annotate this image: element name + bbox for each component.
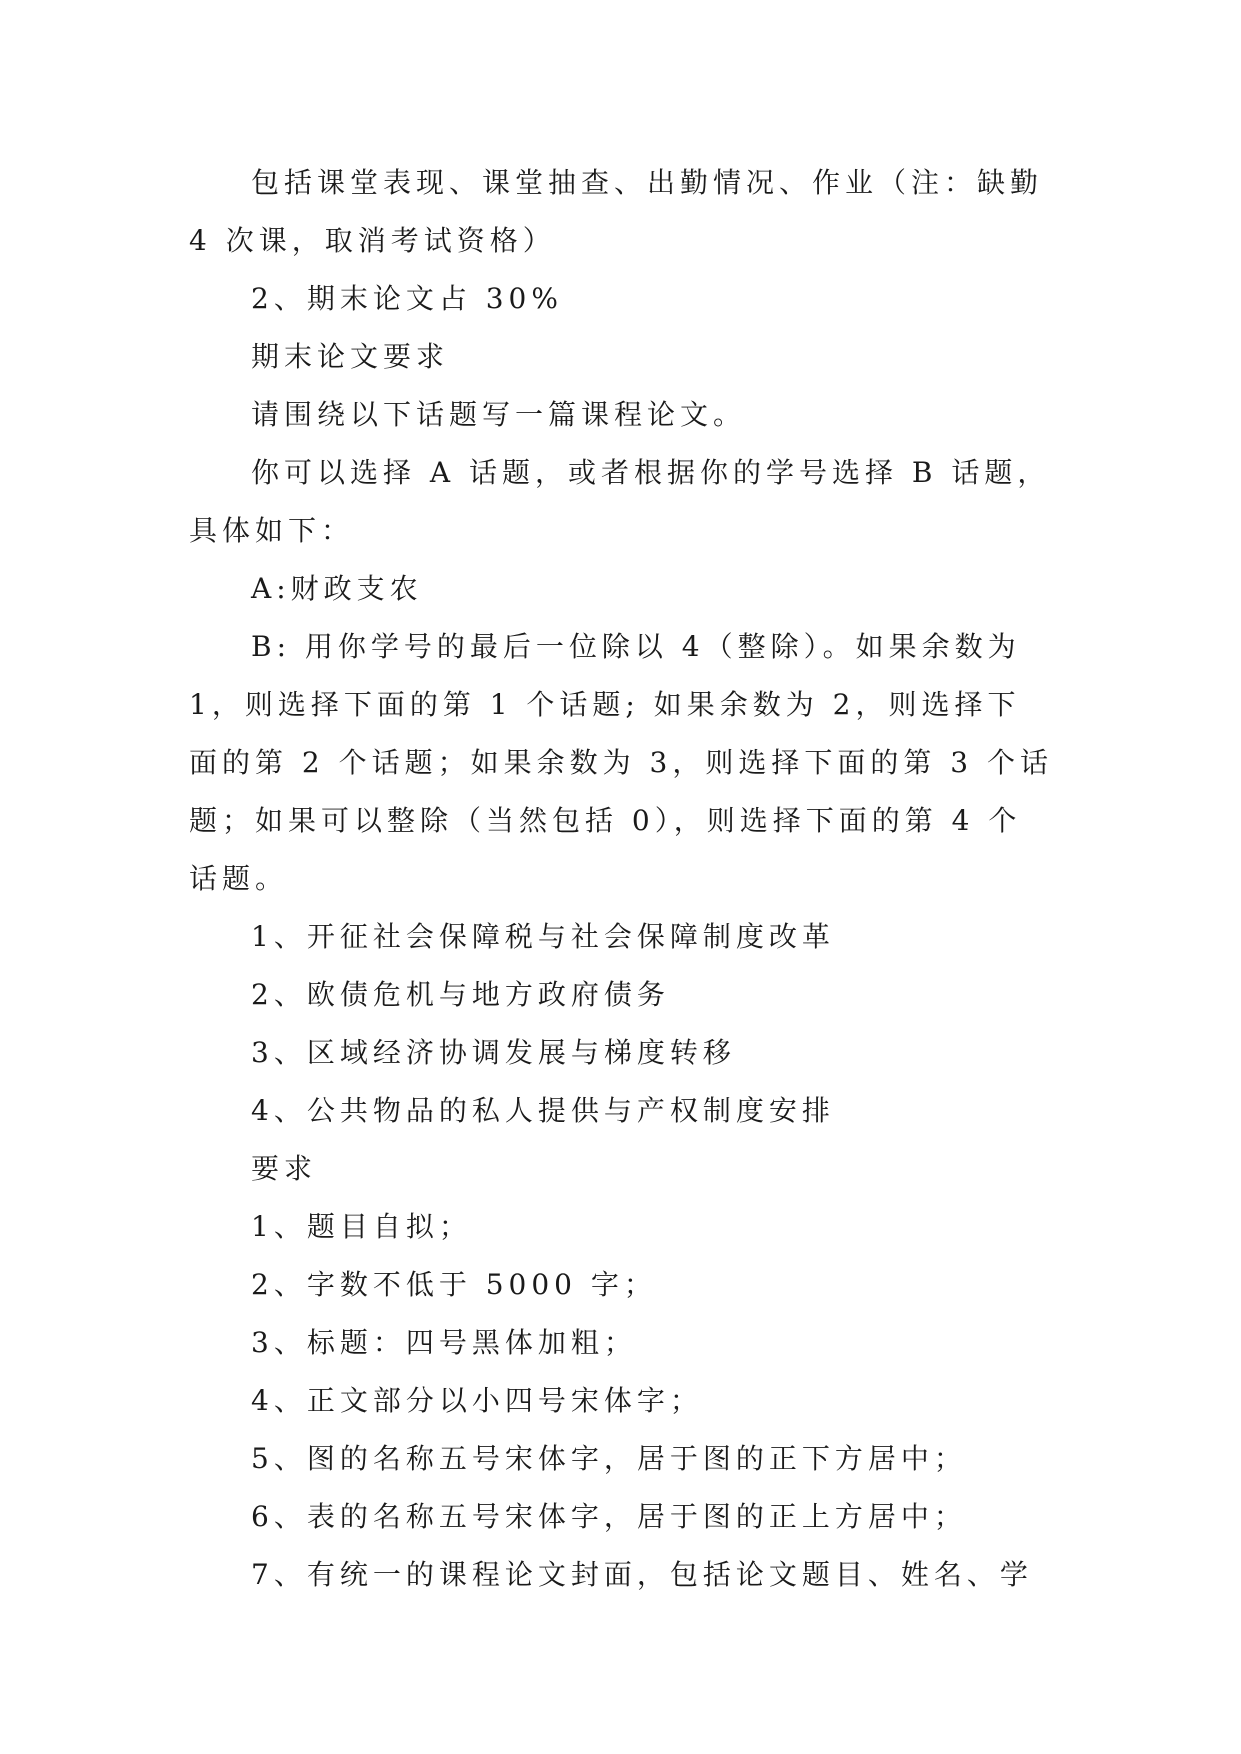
list-item-requirement-1: 1、题目自拟； [251,1210,472,1243]
list-item-topic-1: 1、开征社会保障税与社会保障制度改革 [251,920,835,953]
paragraph-final-paper-weight: 2、期末论文占 30% [251,282,563,315]
paragraph-topic-b-rule: B: 用你学号的最后一位除以 4（整除）。如果余数为 1，则选择下面的第 1 个话题; 如果余数为 2，则选择下面的第 2 个话题；如果余数为 3，则选择下面的第 3 个话题；如果可以整除（当然包括 0），则选择下面的第 4 个话题。 [189,630,1053,895]
document-body [189,154,1053,1604]
list-item-topic-2: 2、欧债危机与地方政府债务 [251,978,670,1011]
list-item-topic-4: 4、公共物品的私人提供与产权制度安排 [251,1094,835,1127]
list-item-requirement-7: 7、有统一的课程论文封面，包括论文题目、姓名、学 [251,1558,1033,1591]
paragraph-requirements-heading: 要求 [251,1152,318,1185]
paragraph-grading-items: 包括课堂表现、课堂抽查、出勤情况、作业（注：缺勤 4 次课，取消考试资格） [189,166,1044,257]
list-item-topic-3: 3、区域经济协调发展与梯度转移 [251,1036,736,1069]
list-item-requirement-5: 5、图的名称五号宋体字，居于图的正下方居中； [251,1442,967,1475]
paragraph-topic-a: A:财政支农 [251,572,423,605]
paragraph-topic-instruction: 请围绕以下话题写一篇课程论文。 [251,398,747,431]
list-item-requirement-2: 2、字数不低于 5000 字； [251,1268,657,1301]
list-item-requirement-4: 4、正文部分以小四号宋体字； [251,1384,703,1417]
list-item-requirement-6: 6、表的名称五号宋体字，居于图的正上方居中； [251,1500,967,1533]
paragraph-topic-choice: 你可以选择 A 话题，或者根据你的学号选择 B 话题，具体如下： [189,456,1051,547]
list-item-requirement-3: 3、标题：四号黑体加粗； [251,1326,637,1359]
paragraph-final-paper-requirements-heading: 期末论文要求 [251,340,450,373]
